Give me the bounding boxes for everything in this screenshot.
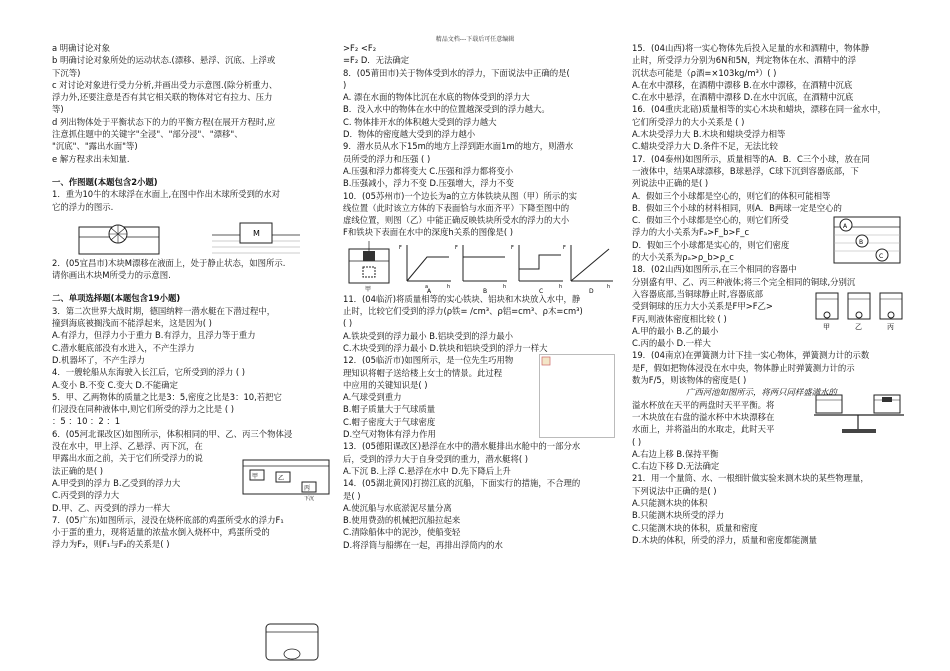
question-6 [52, 428, 330, 514]
axis-h: h [607, 283, 611, 290]
text-line: 撞到海底被搁浅而不能浮起来，这是因为( ) [52, 318, 212, 329]
text-line: 10．(05苏州市)一个边长为a的立方体铁块从图（甲）所示的实 [343, 190, 577, 201]
text-line: A.变小 B.不变 C.变大 D.不能确定 [52, 379, 179, 390]
text-line: 11．(04临沂)将质量相等的实心铁块、铝块和木块放入水中，静 [343, 293, 581, 304]
ball-b-label: B [859, 238, 864, 246]
text-line: >F₂ <F₂ [343, 43, 377, 53]
text-line: A.铁块受到的浮力最小 B.铝块受到的浮力最小 [343, 330, 514, 341]
text-line: 1．重为10牛的木球浮在水面上,在图中作出木球所受到的水对 [52, 189, 281, 200]
question-2 [52, 257, 330, 282]
graph-c [511, 245, 563, 295]
text-line: B.使用费劲的机械把沉船拉起来 [343, 515, 461, 526]
balloon-hat-image-placeholder [539, 354, 615, 438]
text-line: 6．(05河北课改区)如图所示，体积相同的甲、乙、丙三个物体浸 [52, 428, 293, 439]
text-line: 它的浮力的图示. [52, 201, 114, 212]
text-line: =F₂ D．无法确定 [343, 55, 410, 66]
question-14 [343, 477, 615, 551]
text-line: A.使沉船与水底淤泥尽量分离 [343, 502, 452, 513]
text-line: 沉状态可能是（ρ酒=×103kg/m³）( ) [632, 67, 777, 78]
caption-a: 甲 [365, 285, 372, 293]
option-label: B [483, 287, 488, 295]
text-line: C.右边下移 D.无法确定 [632, 461, 720, 472]
question-11 [343, 293, 615, 354]
question-12 [343, 354, 615, 440]
wooden-block-figure [210, 213, 302, 255]
text-line: F丙,则液体密度相比较 ( ) [632, 313, 727, 324]
text-line: 19．(04南京)在弹簧测力计下挂一实心物体，弹簧测力计的示数 [632, 350, 870, 361]
text-line: 是F，假如把物体浸没在水中央，物体静止时弹簧测力计的示 [632, 362, 855, 373]
option-label: D [589, 287, 594, 295]
tick-a: a [425, 283, 429, 290]
text-line: 的大小关系为ρₐ>ρ_b>ρ_c [632, 252, 734, 263]
question-18 [632, 263, 910, 349]
text-line: 注意抓住题中的关键字"全浸"、"部分浸"、"漂移"、 [52, 129, 243, 140]
graph-d [563, 245, 613, 295]
text-line: 3．第二次世界大战时期，德国纳粹一潜水艇在下潜过程中， [52, 305, 276, 316]
text-line: 9．潜水员从水下15m的地方上浮到距水面1m的地方，则潜水 [343, 141, 574, 152]
text-line: A.有浮力，但浮力小于重力 B.有浮力，且浮力等于重力 [52, 330, 256, 341]
label-a: 甲 [252, 472, 259, 480]
text-line: 15．(04山西)将一实心物体先后投入足量的水和酒精中，物体静 [632, 43, 870, 53]
text-line: e 解方程求出未知量. [52, 153, 130, 164]
text-line: b 明确讨论对象所处的运动状态.(漂移、悬浮、沉底、上浮或 [52, 55, 276, 66]
three-containers-figure [812, 287, 908, 333]
question-21 [632, 472, 910, 546]
wooden-ball-figure [78, 217, 160, 255]
text-line: 4．一艘轮船从东海驶入长江后，它所受到的浮力 ( ) [52, 367, 246, 378]
text-line: ) [343, 79, 347, 90]
text-line: A.只能测木块的体积 [632, 497, 708, 508]
text-line: C.只能测木块的体积，质量和密度 [632, 522, 758, 533]
text-line: A.甲受到的浮力 B.乙受到的浮力大 [52, 477, 181, 488]
question-17 [632, 153, 910, 264]
text-line: A.压强和浮力都将变大 C.压强和浮力都将变小 [343, 165, 514, 176]
text-line: 溢水杯放在天平的两盘时天平平衡。将 [632, 399, 775, 410]
text-line: A.木块受浮力大 B.木块和蜡块受浮力相等 [632, 129, 786, 140]
text-line: C.在水中悬浮，在酒精中漂移 D.在水中沉底，在酒精中沉底 [632, 92, 854, 103]
ball-a-label: A [843, 222, 848, 230]
container-label-a: 甲 [823, 323, 830, 332]
text-line: 18．(02山西)如图所示,在三个相同的容器中 [632, 264, 797, 275]
question-7 [52, 514, 330, 551]
text-line: 虚线位置，则图（乙）中能正确反映铁块所受水的浮力的大小 [343, 215, 570, 226]
label-b: 乙 [278, 474, 285, 482]
text-line: 13．(05德阳课改区)悬浮在水中的潜水艇排出水舱中的一部分水 [343, 441, 581, 452]
text-line: D.机器坏了，不产生浮力 [52, 354, 145, 365]
text-line: ( ) [632, 436, 642, 447]
container-label-c: 丙 [887, 323, 894, 332]
column-3 [632, 42, 910, 546]
text-line: B.只能测木块所受的浮力 [632, 510, 725, 521]
axis-f: F [399, 244, 402, 251]
text-line: a 明确讨论对象 [52, 43, 111, 53]
text-line: C.蜡块受浮力大 D.条件不足，无法比较 [632, 141, 778, 152]
option-label: A [427, 287, 432, 295]
axis-h: h [503, 283, 507, 290]
intro-steps [52, 42, 330, 165]
text-line: C.帽子密度大于气球密度 [343, 416, 436, 427]
text-line: 员所受的浮力和压强 ( ) [343, 153, 431, 164]
text-line: B.帽子质量大于气球质量 [343, 404, 436, 415]
text-line: 广西河池如图所示，将两只同样盛满水的 [686, 387, 837, 398]
text-line: 浮力的大小关系为Fₐ>F_b>F_c [632, 227, 750, 238]
text-line: C.清除船体中的泥沙，使船变轻 [343, 527, 461, 538]
text-line: D.甲、乙、丙受到的浮力一样大 [52, 502, 170, 513]
axis-f: F [563, 244, 566, 251]
block-label: M [253, 228, 260, 238]
axis-h: h [447, 283, 451, 290]
text-line: 一液体中，结果A球漂移，B球悬浮，C球下沉到容器底部，下 [632, 165, 859, 176]
text-line: 5．甲、乙两物体的质量之比是3：5,密度之比是3：10,若把它 [52, 391, 282, 402]
section-heading-choice: 二、单项选择题(本题包含19小题) [52, 293, 181, 304]
question-16 [632, 103, 910, 152]
question-7-options [343, 42, 615, 67]
label-sink: 下沉 [304, 495, 315, 502]
text-line: 分别盛有甲、乙、丙三种液体;将三个完全相同的铜球,分别沉 [632, 276, 856, 287]
text-line: 浮力外,还要注意是否有其它相关联的物体对它有拉力、压力 [52, 92, 273, 103]
text-line: C.丙的最小 D.一样大 [632, 338, 711, 349]
text-line: 它们所受浮力的大小关系是 ( ) [632, 116, 745, 127]
question-13 [343, 440, 615, 477]
text-line: 一木块放在右盘的溢水杯中木块漂移在 [632, 411, 775, 422]
text-line: 下列说法中正确的是( ) [632, 485, 717, 496]
text-line: 没在水中，甲上浮、乙悬浮、丙下沉，在 [52, 441, 203, 452]
text-line: B.压强减小，浮力不变 D.压强增大，浮力不变 [343, 178, 514, 189]
iron-block-graphs [343, 241, 615, 293]
text-line: D.空气对物体有浮力作用 [343, 429, 436, 440]
text-line: A.右边上移 B.保持平衡 [632, 448, 719, 459]
text-line: 等) [52, 104, 64, 115]
column-2 [343, 42, 615, 551]
text-line: 法正确的是( ) [52, 465, 104, 476]
text-line: 14．(05湖北黄冈)打捞江底的沉船，下面实行的措施，不合理的 [343, 478, 581, 489]
question-5 [52, 391, 330, 428]
ball-c-label: C [879, 252, 884, 260]
text-line: D.木块的体积，所受的浮力，质量和密度都能测量 [632, 534, 817, 545]
text-line: ( ) [343, 318, 353, 329]
text-line: A.气球受到重力 [343, 392, 402, 403]
three-objects-figure [242, 454, 330, 502]
question-8 [343, 67, 615, 141]
option-label: C [539, 287, 544, 295]
question-4 [52, 366, 330, 391]
graph-b [455, 245, 507, 295]
question-9 [343, 140, 615, 189]
text-line: 线位置（此时该立方体的下表面恰与水面齐平）下降至图中的 [343, 202, 570, 213]
text-line: c 对讨论对象进行受力分析,并画出受力示意图.(除分析重力、 [52, 79, 278, 90]
three-balls-figure [832, 213, 904, 265]
beaker-egg-figure [262, 622, 322, 662]
text-line: 们浸没在同种液体中,则它们所受的浮力之比是 ( ) [52, 404, 235, 415]
axis-f: F [511, 244, 514, 251]
text-line: A.甲的最小 B.乙的最小 [632, 325, 719, 336]
text-line: 理知识将帽子送给楼上女士的情景。此过程 [343, 367, 503, 378]
text-line: B．没入水中的物体在水中的位置越深受到的浮力越大。 [343, 104, 550, 115]
text-line: 中应用的关键知识是( ) [343, 379, 428, 390]
text-line: d 列出物体处于平衡状态下的力的平衡方程(在展开方程时,应 [52, 116, 276, 127]
text-line: B．假如三个小球的材料相同，则A．B两球一定是空心的 [632, 202, 842, 213]
text-line: 17．(04泰州)如图所示，质量相等的A．B．C三个小球，放在同 [632, 153, 870, 164]
section-heading-drawing: 一、作图题(本题包含2小题) [52, 176, 158, 187]
question-3 [52, 305, 330, 366]
text-line: 7．(05广东)如图所示，浸没在烧杯底部的鸡蛋所受水的浮力F₁ [52, 514, 284, 525]
text-line: F和铁块下表面在水中的深度h关系的图像是( ) [343, 227, 514, 238]
question-10 [343, 190, 615, 239]
text-line: 水面上，并将溢出的水取走，此时天平 [632, 424, 775, 435]
text-line: 列说法中正确的是( ) [632, 178, 709, 189]
text-line: ：5 ：10 ：2 ：1 [52, 416, 121, 427]
text-line: C．假如三个小球都是空心的，则它们所受 [632, 215, 789, 226]
text-line: 入容器底部,当铜球静止时,容器底部 [632, 288, 763, 299]
text-line: 2．(05宜昌市)木块M漂移在液面上，处于静止状态，如图所示. [52, 257, 286, 268]
text-line: 浮力为F₂，则F₁与F₂的关系是( ) [52, 539, 170, 550]
text-line: 请你画出木块M所受力的示意图. [52, 270, 171, 281]
text-line: 数为F/5，则该物体的密度是( ) [632, 375, 747, 386]
text-line: 16．(04重庆北碚)质量相等的实心木块和蜡块，漂移在同一盆水中， [632, 104, 886, 115]
text-line: 受到铜球的压力大小关系是F甲>F乙> [632, 301, 773, 312]
text-line: D．假如三个小球都是实心的，则它们密度 [632, 239, 790, 250]
text-line: A. 漂在水面的物体比沉在水底的物体受到的浮力大 [343, 92, 530, 103]
text-line: 12．(05临沂市)如图所示，是一位先生巧用物 [343, 355, 514, 366]
text-line: D．物体的密度越大受到的浮力越小 [343, 129, 476, 140]
text-line: C.潜水艇底部没有水进入，不产生浮力 [52, 342, 195, 353]
text-line: 后，受到的浮力大于自身受到的重力，潜水艇将( ) [343, 453, 529, 464]
text-line: 8．(05莆田市)关于物体受到水的浮力，下面说法中正确的是( [343, 67, 570, 78]
text-line: "沉底"、"露出水面"等) [52, 141, 138, 152]
column-1 [52, 42, 330, 551]
label-c: 丙 [304, 484, 311, 492]
text-line: 止时，比较它们受到的浮力(ρ铁= /cm³、ρ铝=cm³、ρ木=cm³) [343, 306, 583, 317]
axis-f: F [455, 244, 458, 251]
figure-q10 [343, 239, 615, 293]
container-label-b: 乙 [855, 323, 862, 332]
text-line: A.下沉 B.上浮 C.悬浮在水中 D.先下降后上升 [343, 465, 511, 476]
text-line: 是( ) [343, 490, 361, 501]
page-header: 精品文档---下载后可任意编辑 [435, 36, 515, 43]
graph-a [399, 245, 451, 295]
text-line: 甲露出水面之前，关于它们所受浮力的说 [52, 453, 203, 464]
text-line: C. 物体排开水的体积越大受到的浮力越大 [343, 116, 497, 127]
question-19-20 [632, 349, 910, 472]
axis-h: h [559, 283, 563, 290]
text-line: A．假如三个小球都是空心的，则它们的体积可能相等 [632, 190, 831, 201]
text-line: 小于蛋的重力，现将适量的浓盐水倒入烧杯中，鸡蛋所受的 [52, 527, 270, 538]
question-15 [632, 42, 910, 103]
text-line: D.将浮筒与船绑在一起，再排出浮筒内的水 [343, 539, 503, 550]
text-line: 21．用一个量筒、水、一根细针做实验来测木块的某些物理量， [632, 473, 869, 484]
text-line: A.在水中漂移，在酒精中漂移 B.在水中漂移，在酒精中沉底 [632, 79, 853, 90]
text-line: C.丙受到的浮力大 [52, 490, 120, 501]
balance-figure [812, 389, 908, 435]
question-1 [52, 188, 330, 213]
text-line: 下沉等) [52, 67, 81, 78]
text-line: 止时，所受浮力分别为6N和5N，判定物体在水、酒精中的浮 [632, 55, 857, 66]
figure-q1-q2 [52, 213, 330, 257]
text-line: C.木块受到的浮力最小 D.铁块和铝块受到的浮力一样大 [343, 342, 548, 353]
